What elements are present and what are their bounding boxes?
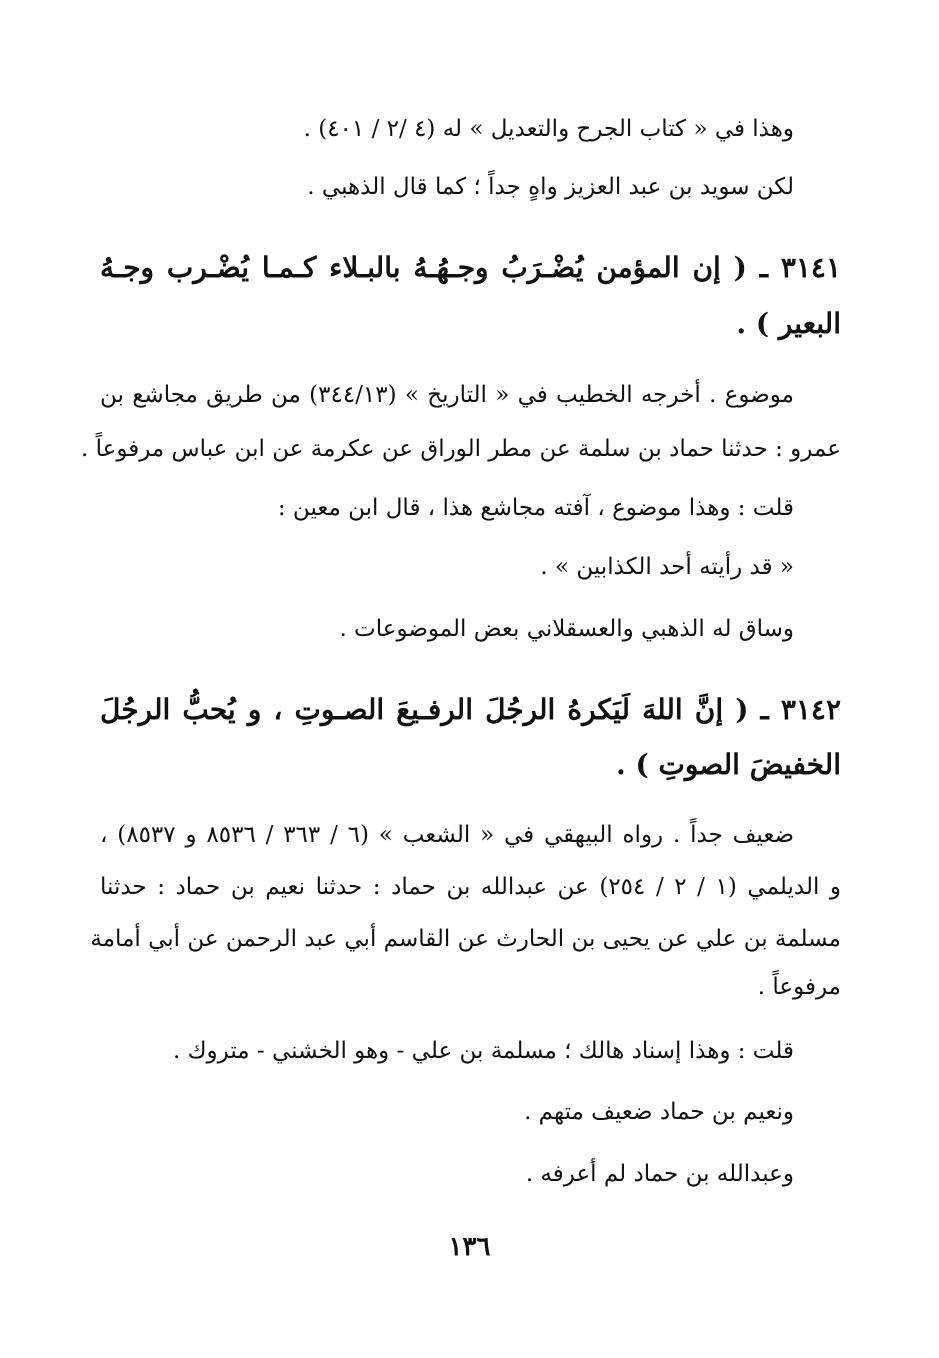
- text-line: وعبدالله بن حماد لم أعرفه .: [525, 1161, 794, 1187]
- text-line: لكن سويد بن عبد العزيز واهٍ جداً ؛ كما قال الذهبي .: [307, 174, 794, 200]
- hadith-heading-3141-cont: البعير ) .: [736, 307, 841, 340]
- text-line: وهذا في « كتاب الجرح والتعديل » له (٤ /٢ / ٤٠١) .: [303, 116, 794, 142]
- text-line: مرفوعاً .: [757, 974, 841, 1000]
- text-line: عمرو : حدثنا حماد بن سلمة عن مطر الوراق عن عكرمة عن ابن عباس مرفوعاً .: [81, 436, 841, 462]
- text-line: وساق له الذهبي والعسقلاني بعض الموضوعات .: [339, 616, 794, 642]
- text-line: موضوع . أخرجه الخطيب في « التاريخ » (٣٤٤/١٣) من طريق مجاشع بن: [100, 382, 794, 408]
- text-line: قلت : وهذا إسناد هالك ؛ مسلمة بن علي - وهو الخشني - متروك .: [172, 1038, 794, 1064]
- hadith-heading-3142-cont: الخفيضَ الصوتِ ) .: [616, 748, 841, 781]
- hadith-heading-3142: ٣١٤٢ ـ ( إنَّ اللهَ لَيَكرهُ الرجُلَ الرفـيعَ الصـوتِ ، و يُحبُّ الرجُلَ: [100, 693, 841, 726]
- text-line: مسلمة بن علي عن يحيى بن الحارث عن القاسم أبي عبد الرحمن عن أبي أمامة: [90, 926, 841, 952]
- page-number: ١٣٦: [448, 1232, 491, 1262]
- text-line: ونعيم بن حماد ضعيف متهم .: [524, 1099, 794, 1125]
- text-line: « قد رأيته أحد الكذابين » .: [540, 554, 794, 580]
- text-line: قلت : وهذا موضوع ، آفته مجاشع هذا ، قال ابن معين :: [277, 495, 794, 521]
- hadith-heading-3141: ٣١٤١ ـ ( إن المؤمن يُضْـرَبُ وجـهُـهُ بالبـلاء كـمـا يُضْـرب وجـهُ: [100, 251, 841, 284]
- text-line: ضعيف جداً . رواه البيهقي في « الشعب » (٦ / ٣٦٣ / ٨٥٣٦ و ٨٥٣٧) ،: [100, 822, 794, 848]
- text-line: و الديلمي (١ / ٢ / ٢٥٤) عن عبدالله بن حماد : حدثنا نعيم بن حماد : حدثنا: [100, 874, 842, 900]
